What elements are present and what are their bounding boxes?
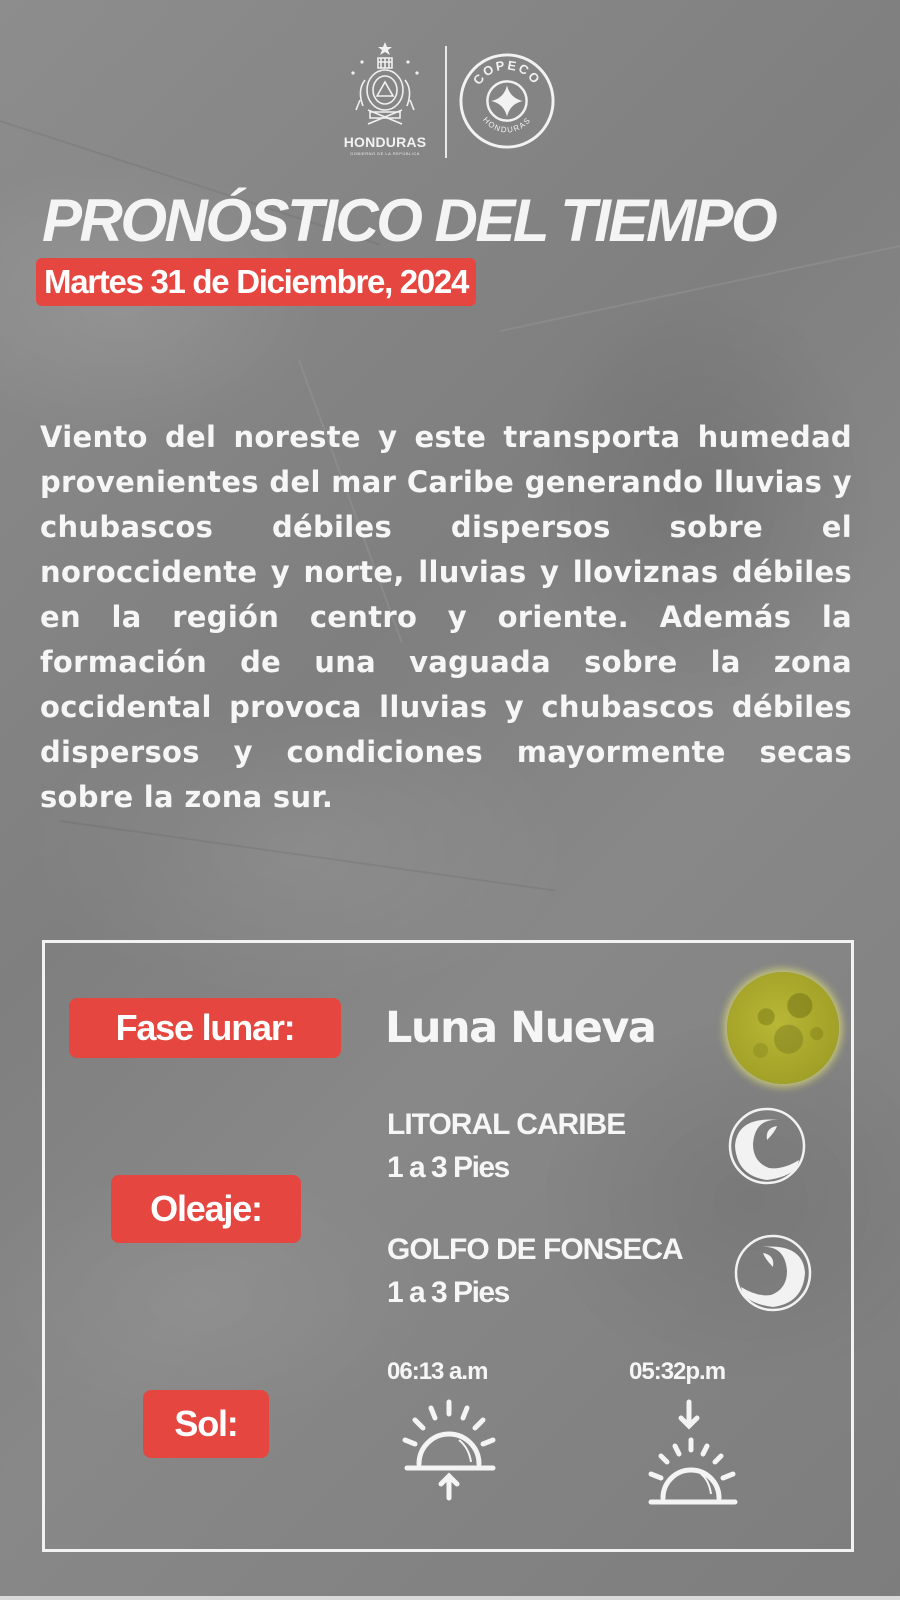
waves-label: Oleaje: <box>111 1175 301 1243</box>
region-name-fonseca: GOLFO DE FONSECA <box>387 1233 683 1266</box>
wave-icon <box>733 1233 813 1313</box>
date-badge: Martes 31 de Diciembre, 2024 <box>36 258 476 306</box>
coat-of-arms-subtitle: GOBIERNO DE LA REPÚBLICA <box>350 151 420 156</box>
wave-icon <box>727 1106 807 1186</box>
region-value-fonseca: 1 a 3 Pies <box>387 1276 509 1309</box>
conditions-panel <box>42 940 854 1552</box>
honduras-coat-of-arms <box>340 40 430 158</box>
sun-label: Sol: <box>143 1390 269 1458</box>
logo-divider <box>445 46 447 158</box>
paper-texture <box>60 820 555 892</box>
moon-phase-label: Fase lunar: <box>69 998 341 1058</box>
sunset-time: 05:32p.m <box>629 1358 726 1385</box>
svg-text:COPECO: COPECO <box>469 57 545 88</box>
page-title: PRONÓSTICO DEL TIEMPO <box>42 187 776 254</box>
sunset-icon <box>645 1398 741 1508</box>
moon-icon <box>727 972 839 1084</box>
region-value-caribe: 1 a 3 Pies <box>387 1151 509 1184</box>
sunrise-time: 06:13 a.m <box>387 1358 488 1385</box>
copeco-logo <box>458 52 556 150</box>
region-name-caribe: LITORAL CARIBE <box>387 1108 626 1141</box>
coat-of-arms-icon <box>340 40 430 140</box>
forecast-text: Viento del noreste y este transporta humedad provenientes del mar Caribe generando lluvias y chubascos débiles dispersos sobre el noroccidente y norte, lluvias y lloviznas débiles en la región centro y oriente. Además la formación de una vaguada sobre la zona occidental provoca lluvias y chubascos débiles dispersos y condiciones mayormente secas sobre la zona sur. <box>40 420 852 814</box>
svg-text:HONDURAS: HONDURAS <box>481 115 533 135</box>
header-logos <box>0 40 900 160</box>
moon-phase-value: Luna Nueva <box>385 1003 656 1053</box>
bottom-edge <box>0 1596 900 1600</box>
paper-texture <box>500 243 900 332</box>
copeco-logo-icon <box>458 52 556 150</box>
sunrise-icon <box>397 1398 501 1508</box>
coat-of-arms-label: HONDURAS <box>343 134 427 150</box>
